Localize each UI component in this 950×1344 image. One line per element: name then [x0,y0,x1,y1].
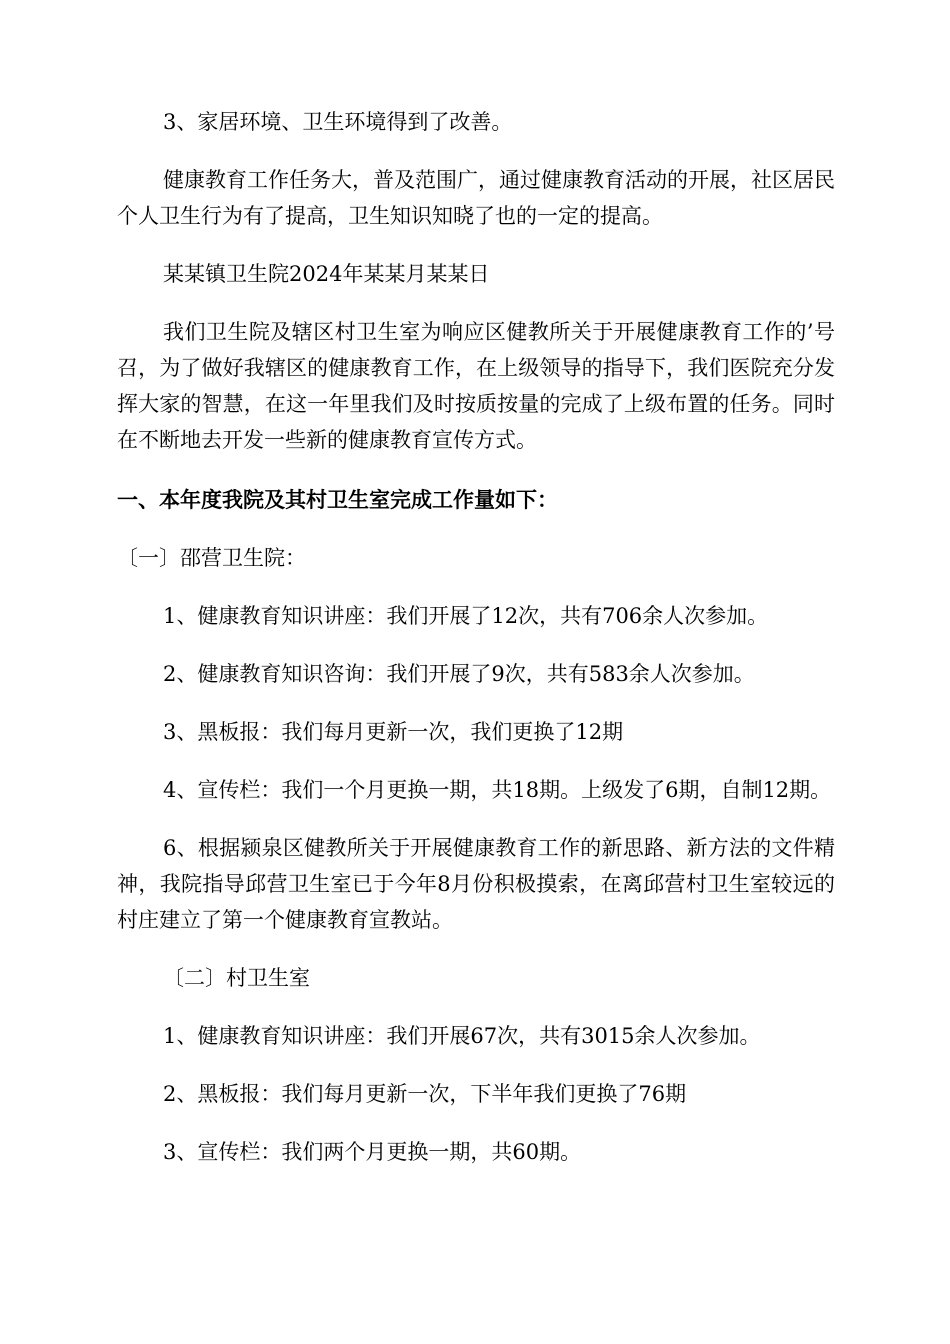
paragraph-signature-date: 某某镇卫生院2024年某某月某某日 [163,262,490,286]
list-item: 1、健康教育知识讲座：我们开展了12次，共有706余人次参加。 [163,604,769,628]
paragraph-introduction: 我们卫生院及辖区村卫生室为响应区健教所关于开展健康教育工作的’号召，为了做好我辖区的健康教育工作，在上级领导的指导下，我们医院充分发挥大家的智慧，在这一年里我们及时按质按量的完成了上级布置的任务。同时在不断地去开发一些新的健康教育宣传方式。 [117,320,835,452]
list-item: 1、健康教育知识讲座：我们开展67次，共有3015余人次参加。 [163,1024,761,1048]
paragraph-environment: 3、家居环境、卫生环境得到了改善。 [163,110,513,134]
list-item: 3、黑板报：我们每月更新一次，我们更换了12期 [163,720,624,744]
list-item: 4、宣传栏：我们一个月更换一期，共18期。上级发了6期，自制12期。 [163,778,832,802]
list-item: 2、黑板报：我们每月更新一次，下半年我们更换了76期 [163,1082,687,1106]
subsection-title-hospital: 〔一〕邵营卫生院： [117,546,306,570]
list-item: 3、宣传栏：我们两个月更换一期，共60期。 [163,1140,582,1164]
list-item: 2、健康教育知识咨询：我们开展了9次，共有583余人次参加。 [163,662,755,686]
document-page [117,104,835,1170]
subsection-title-village-clinic: 〔二〕村卫生室 [163,966,310,990]
paragraph-summary: 健康教育工作任务大，普及范围广，通过健康教育活动的开展，社区居民个人卫生行为有了提高，卫生知识知晓了也的一定的提高。 [117,168,835,228]
section-heading: 一、本年度我院及其村卫生室完成工作量如下： [117,488,558,512]
list-item: 6、根据颍泉区健教所关于开展健康教育工作的新思路、新方法的文件精神，我院指导邱营卫生室已于今年8月份积极摸索，在离邱营村卫生室较远的村庄建立了第一个健康教育宣教站。 [117,836,835,932]
